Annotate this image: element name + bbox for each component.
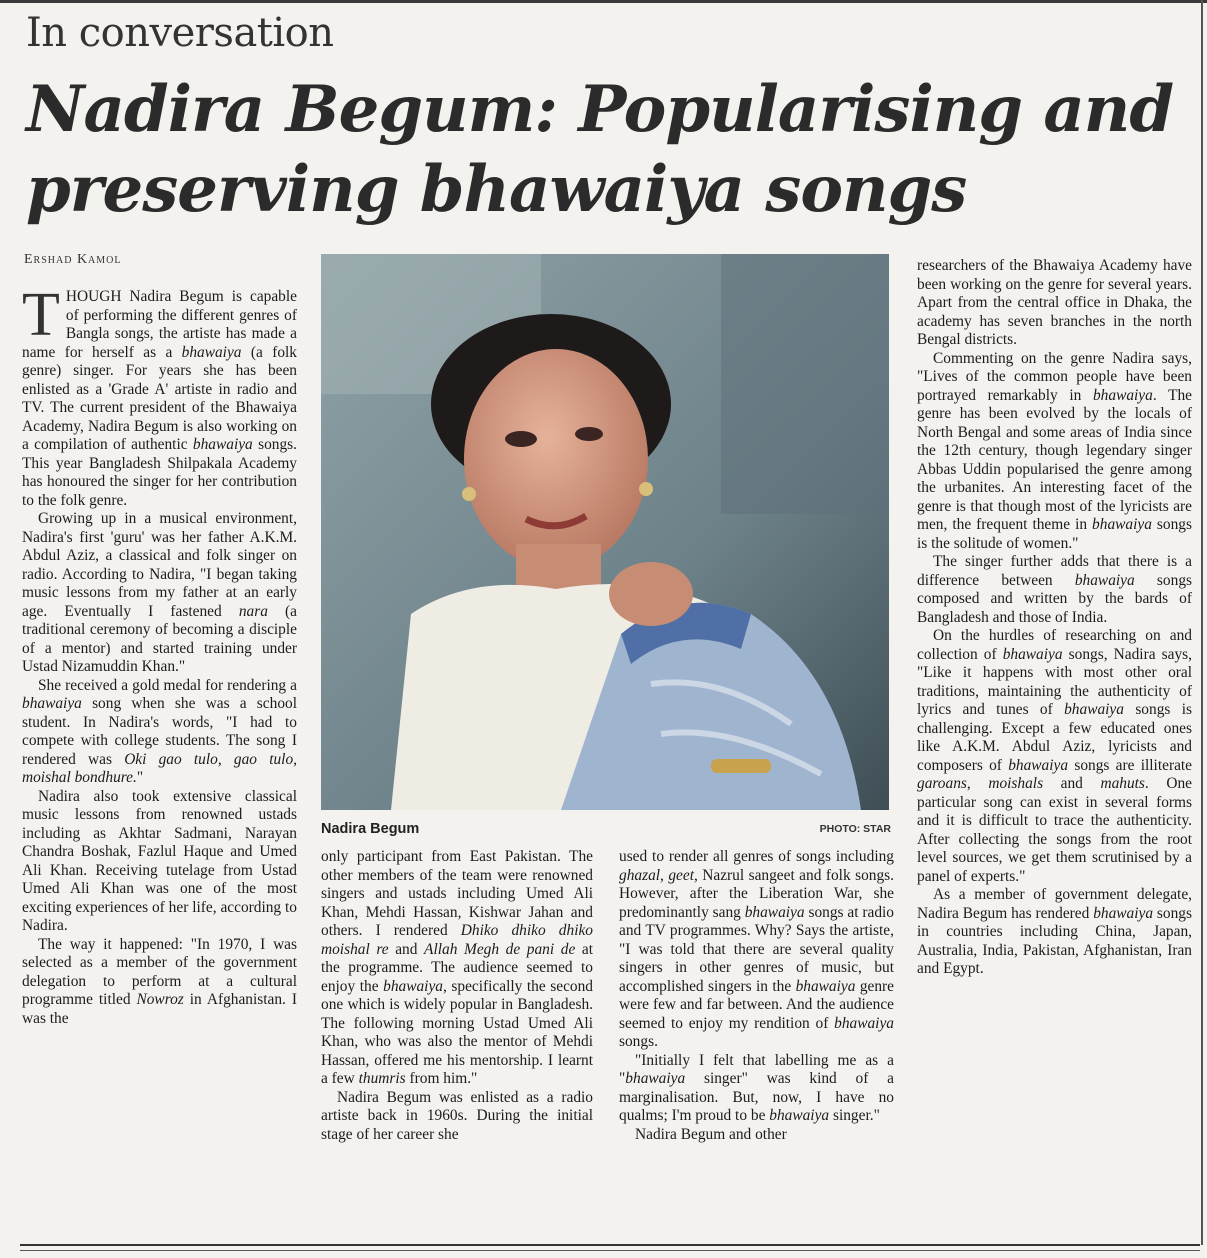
paragraph: The way it happened: "In 1970, I was selected as a member of the government delegation to perform at a cultural programme titled Nowroz in Afghanistan. I was the (22, 935, 297, 1027)
byline: Ershad Kamol (24, 252, 122, 267)
section-kicker: In conversation (26, 10, 334, 56)
paragraph: "Initially I felt that labelling me as a "bhawaiya singer" was kind of a marginalisation. But, now, I have no qualms; I'm proud to be bhawaiya singer." (619, 1051, 894, 1124)
paragraph: Nadira Begum was enlisted as a radio artiste back in 1960s. During the initial stage of her career she (321, 1088, 593, 1143)
paragraph: She received a gold medal for rendering a bhawaiya song when she was a school student. In Nadira's words, "I had to compete with college students. The song I rendered was Oki gao tulo, gao tulo, moishal bondhure." (22, 676, 297, 786)
paragraph: Growing up in a musical environment, Nadira's first 'guru' was her father A.K.M. Abdul Aziz, a classical and folk singer on radio. According to Nadira, "I began taking music lessons from my father at an early age. Eventually I fastened nara (a traditional ceremony of becoming a disciple of a mentor) and started training under Ustad Nizamuddin Khan." (22, 510, 297, 675)
portrait-photo (321, 254, 889, 810)
drop-cap: T (22, 281, 60, 349)
paragraph: THOUGH Nadira Begum is capable of performing the different genres of Bangla songs, the artiste has made a name for herself as a bhawaiya (a folk genre) singer. For years she has been enlisted as a 'Grade A' artiste in radio and TV. The current president of the Bhawaiya Academy, Nadira Begum is also working on a compilation of authentic bhawaiya songs. This year Bangladesh Shilpakala Academy has honoured the singer for her contribution to the folk genre. (22, 281, 298, 509)
paragraph: Nadira also took extensive classical music lessons from renowned ustads including as Akhtar Sadmani, Narayan Chandra Boshak, Fazlul Haque and Umed Ali Khan. Receiving tutelage from Ustad Umed Ali Khan was one of the most exciting experiences of her life, according to Nadira. (22, 787, 297, 934)
paragraph: The singer further adds that there is a difference between bhawaiya songs composed and written by the bards of Bangladesh and those of India. (917, 553, 1193, 626)
paragraph: researchers of the Bhawaiya Academy have been working on the genre for several years. Apart from the central office in Dhaka, the academy has seven branches in the north Bengal districts. (917, 257, 1192, 348)
right-rule (1201, 0, 1203, 1245)
bottom-rule-thin (20, 1250, 1200, 1251)
paragraph: Nadira Begum and other (635, 1125, 787, 1143)
top-rule (0, 0, 1207, 3)
article-column-2 (321, 848, 593, 1144)
photo-credit: PHOTO: STAR (819, 823, 891, 835)
paragraph: Commenting on the genre Nadira says, "Lives of the common people have been portrayed remarkably in bhawaiya. The genre has been evolved by the locals of North Bengal and some areas of India since the 12th century, though legendary singer Abbas Uddin popularised the genre among the urbanites. An interesting facet of the genre is that though most of the lyricists are men, the frequent theme in bhawaiya songs is the solitude of women." (917, 349, 1192, 552)
paragraph: On the hurdles of researching on and collection of bhawaiya songs, Nadira says, "Like it happens with most other oral traditions, maintaining the authenticity of lyrics and tunes of bhawaiya songs is challenging. Except a few educated ones like A.K.M. Abdul Aziz, lyricists and composers of bhawaiya songs are illiterate garoans, moishals and mahuts. One particular song can exist in several forms and it is difficult to trace the authenticity. After collecting the songs from the root level sources, we get them scrutinised by a panel of experts." (917, 627, 1193, 885)
paragraph: used to render all genres of songs including ghazal, geet, Nazrul sangeet and folk songs. However, after the Liberation War, she predominantly sang bhawaiya songs at radio and TV programmes. Why? Says the artiste, "I was told that there are several quality singers in other genres of music, but accomplished singers in the bhawaiya genre were few and far between. And the audience seemed to enjoy my rendition of bhawaiya songs. (619, 848, 894, 1050)
article-column-1 (22, 281, 298, 1028)
caption-name: Nadira Begum (321, 821, 420, 837)
article-column-4 (917, 257, 1192, 979)
paragraph: As a member of government delegate, Nadira Begum has rendered bhawaiya songs in countries including China, Japan, Australia, India, Pakistan, Afghanistan, Iran and Egypt. (917, 886, 1192, 977)
article-column-3 (619, 848, 894, 1144)
photo-caption (321, 820, 891, 838)
bottom-rule (20, 1244, 1200, 1246)
paragraph: only participant from East Pakistan. The other members of the team were renowned singers and ustads including Umed Ali Khan, Mehdi Hassan, Kishwar Jahan and others. I rendered Dhiko dhiko dhiko moishal re and Allah Megh de pani de at the programme. The audience seemed to enjoy the bhawaiya, specifically the second one which is widely popular in Bangladesh. The following morning Ustad Umed Ali Khan, who was also the mentor of Mehdi Hassan, offered me his mentorship. I learnt a few thumris from him." (321, 848, 593, 1087)
article-headline: Nadira Begum: Popularising and preserving bhawaiya songs (26, 72, 1174, 227)
portrait-illustration (321, 254, 889, 810)
